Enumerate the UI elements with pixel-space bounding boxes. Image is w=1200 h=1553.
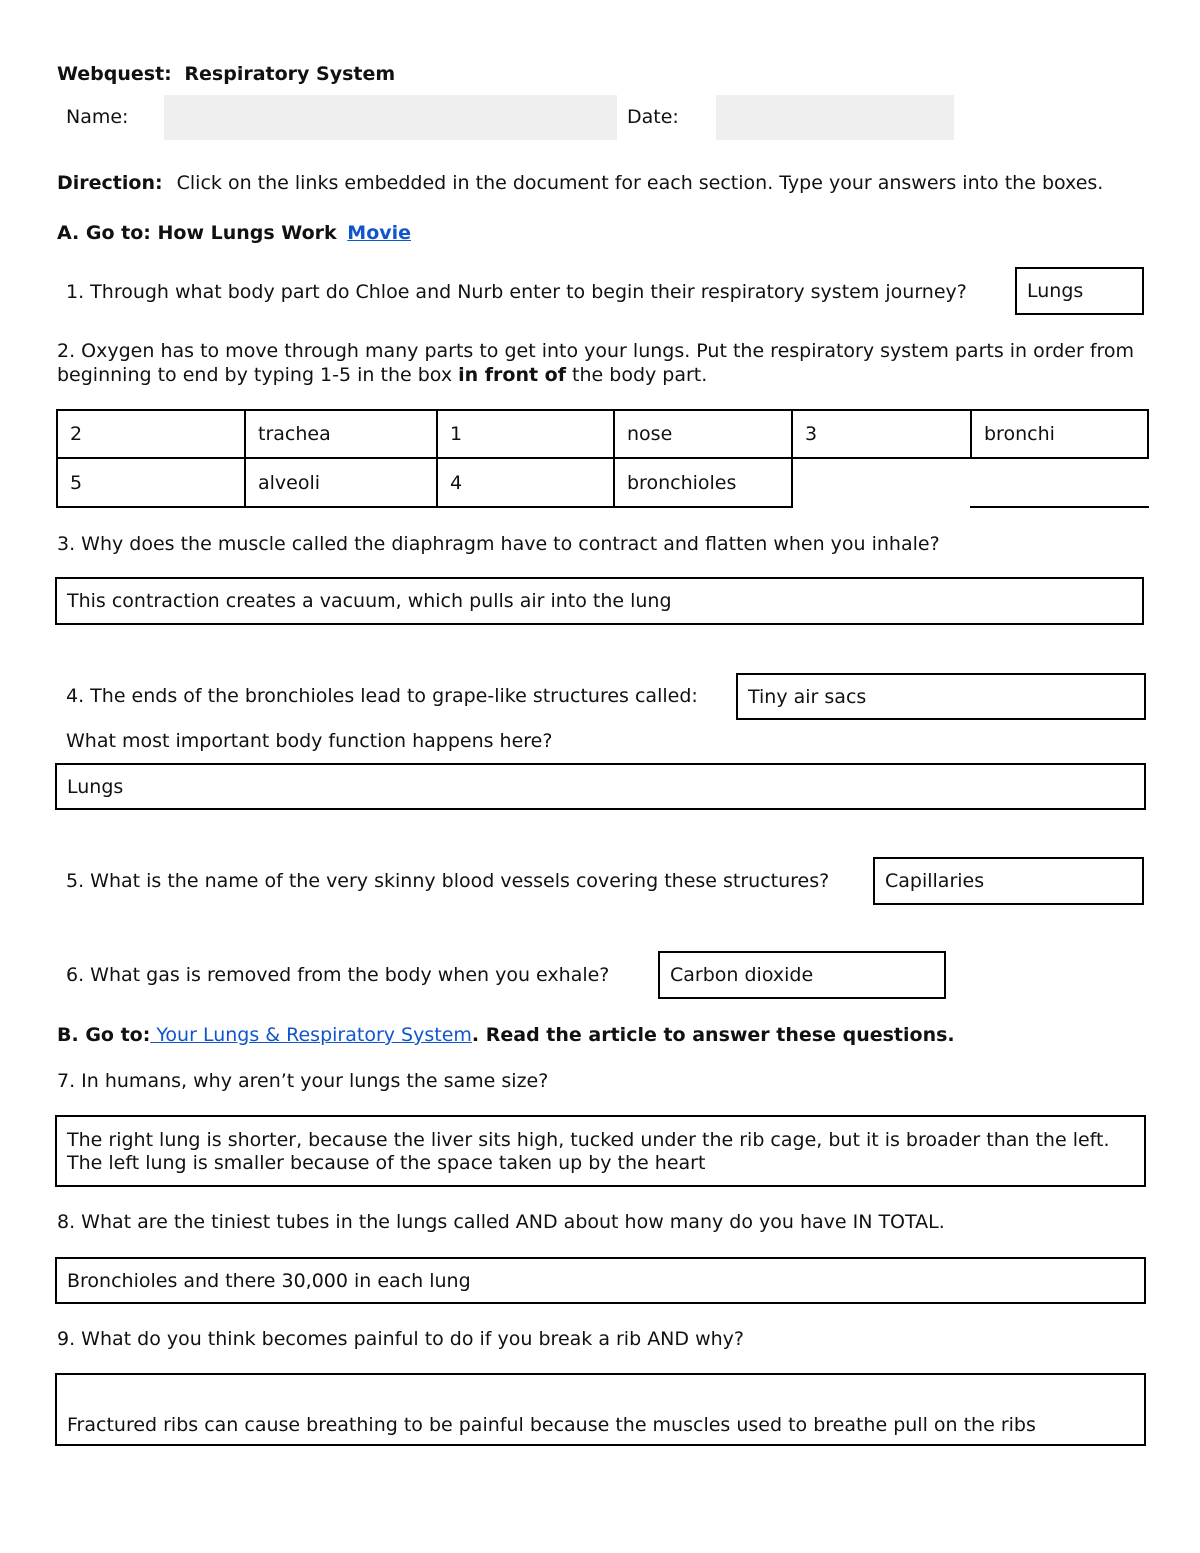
part-label: trachea — [258, 423, 331, 445]
section-b-suffix: . Read the article to answer these questions. — [471, 1024, 955, 1046]
q2-question-bold: in front of — [458, 364, 566, 386]
part-label: bronchioles — [627, 471, 737, 494]
page-title — [57, 63, 395, 85]
q8-answer: Bronchioles and there 30,000 in each lung — [67, 1269, 471, 1292]
name-label: Name: — [66, 106, 129, 128]
part-label: bronchi — [984, 423, 1055, 445]
q3-answer-box[interactable] — [55, 577, 1144, 625]
q9-answer: Fractured ribs can cause breathing to be painful because the muscles used to breathe pull on the ribs — [67, 1414, 1036, 1436]
q6-answer: Carbon dioxide — [670, 964, 814, 986]
direction-label: Direction: — [57, 172, 163, 194]
q1-question: 1. Through what body part do Chloe and Nurb enter to begin their respiratory system journey? — [66, 281, 967, 303]
table-bottom-rule — [970, 506, 1149, 508]
part-bronchi — [970, 409, 1149, 459]
order-box-alveoli[interactable] — [56, 457, 246, 508]
section-b-heading — [57, 1024, 955, 1046]
name-field[interactable] — [164, 95, 617, 140]
order-value: 4 — [450, 471, 463, 494]
q6-answer-box[interactable] — [658, 951, 946, 999]
q2-question-part2: the body part. — [572, 364, 708, 386]
q4-followup-answer: Lungs — [67, 775, 124, 798]
part-label: alveoli — [258, 471, 321, 494]
q4-answer-box[interactable] — [736, 673, 1146, 720]
q3-question: 3. Why does the muscle called the diaphragm have to contract and flatten when you inhale? — [57, 533, 940, 555]
q4-question: 4. The ends of the bronchioles lead to grape-like structures called: — [66, 685, 698, 707]
q9-question: 9. What do you think becomes painful to do if you break a rib AND why? — [57, 1328, 744, 1350]
order-value: 3 — [805, 423, 818, 445]
q2-question — [57, 339, 1147, 387]
direction-line — [57, 172, 1103, 194]
q6-question: 6. What gas is removed from the body when you exhale? — [66, 964, 610, 986]
section-a-title: A. Go to: How Lungs Work — [57, 222, 337, 244]
q5-answer: Capillaries — [885, 870, 985, 892]
q4-followup: What most important body function happens here? — [66, 730, 553, 752]
q3-answer: This contraction creates a vacuum, which pulls air into the lung — [67, 590, 672, 612]
q1-answer: Lungs — [1027, 280, 1084, 302]
part-bronchioles — [613, 457, 793, 508]
date-field[interactable] — [716, 95, 954, 140]
title-rest: Respiratory System — [184, 63, 396, 85]
q4-followup-box[interactable] — [55, 763, 1146, 810]
title-prefix: Webquest: — [57, 63, 172, 85]
order-value: 1 — [450, 423, 463, 445]
part-label: nose — [627, 423, 673, 445]
q9-answer-box[interactable] — [55, 1373, 1146, 1446]
q7-answer-box[interactable] — [55, 1115, 1146, 1187]
q8-question: 8. What are the tiniest tubes in the lungs called AND about how many do you have IN TOTAL. — [57, 1211, 945, 1233]
lungs-article-link[interactable]: Your Lungs & Respiratory System — [150, 1024, 472, 1046]
date-label: Date: — [627, 106, 679, 128]
order-value: 2 — [70, 423, 83, 445]
q8-answer-box[interactable] — [55, 1257, 1146, 1304]
order-box-bronchi[interactable] — [791, 409, 972, 459]
q1-answer-box[interactable] — [1015, 267, 1144, 315]
part-trachea — [244, 409, 438, 459]
q5-answer-box[interactable] — [873, 857, 1144, 905]
section-b-prefix: B. Go to: — [57, 1024, 151, 1046]
part-nose — [613, 409, 793, 459]
part-alveoli — [244, 457, 438, 508]
q5-question: 5. What is the name of the very skinny blood vessels covering these structures? — [66, 870, 830, 892]
section-a-heading — [57, 222, 411, 244]
q7-question: 7. In humans, why aren’t your lungs the same size? — [57, 1070, 549, 1092]
q2-question-part1: 2. Oxygen has to move through many parts to get into your lungs. Put the respiratory system parts in order from beginning to end by typing 1-5 in the box — [57, 340, 1135, 386]
direction-text: Click on the links embedded in the document for each section. Type your answers into the boxes. — [176, 172, 1104, 194]
movie-link[interactable]: Movie — [347, 222, 412, 244]
q7-answer: The right lung is shorter, because the liver sits high, tucked under the rib cage, but it is broader than the left. The left lung is smaller because of the space taken up by the heart — [67, 1129, 1110, 1174]
order-box-bronchioles[interactable] — [436, 457, 615, 508]
order-box-trachea[interactable] — [56, 409, 246, 459]
order-value: 5 — [70, 471, 83, 494]
order-box-nose[interactable] — [436, 409, 615, 459]
q4-answer: Tiny air sacs — [748, 685, 867, 708]
